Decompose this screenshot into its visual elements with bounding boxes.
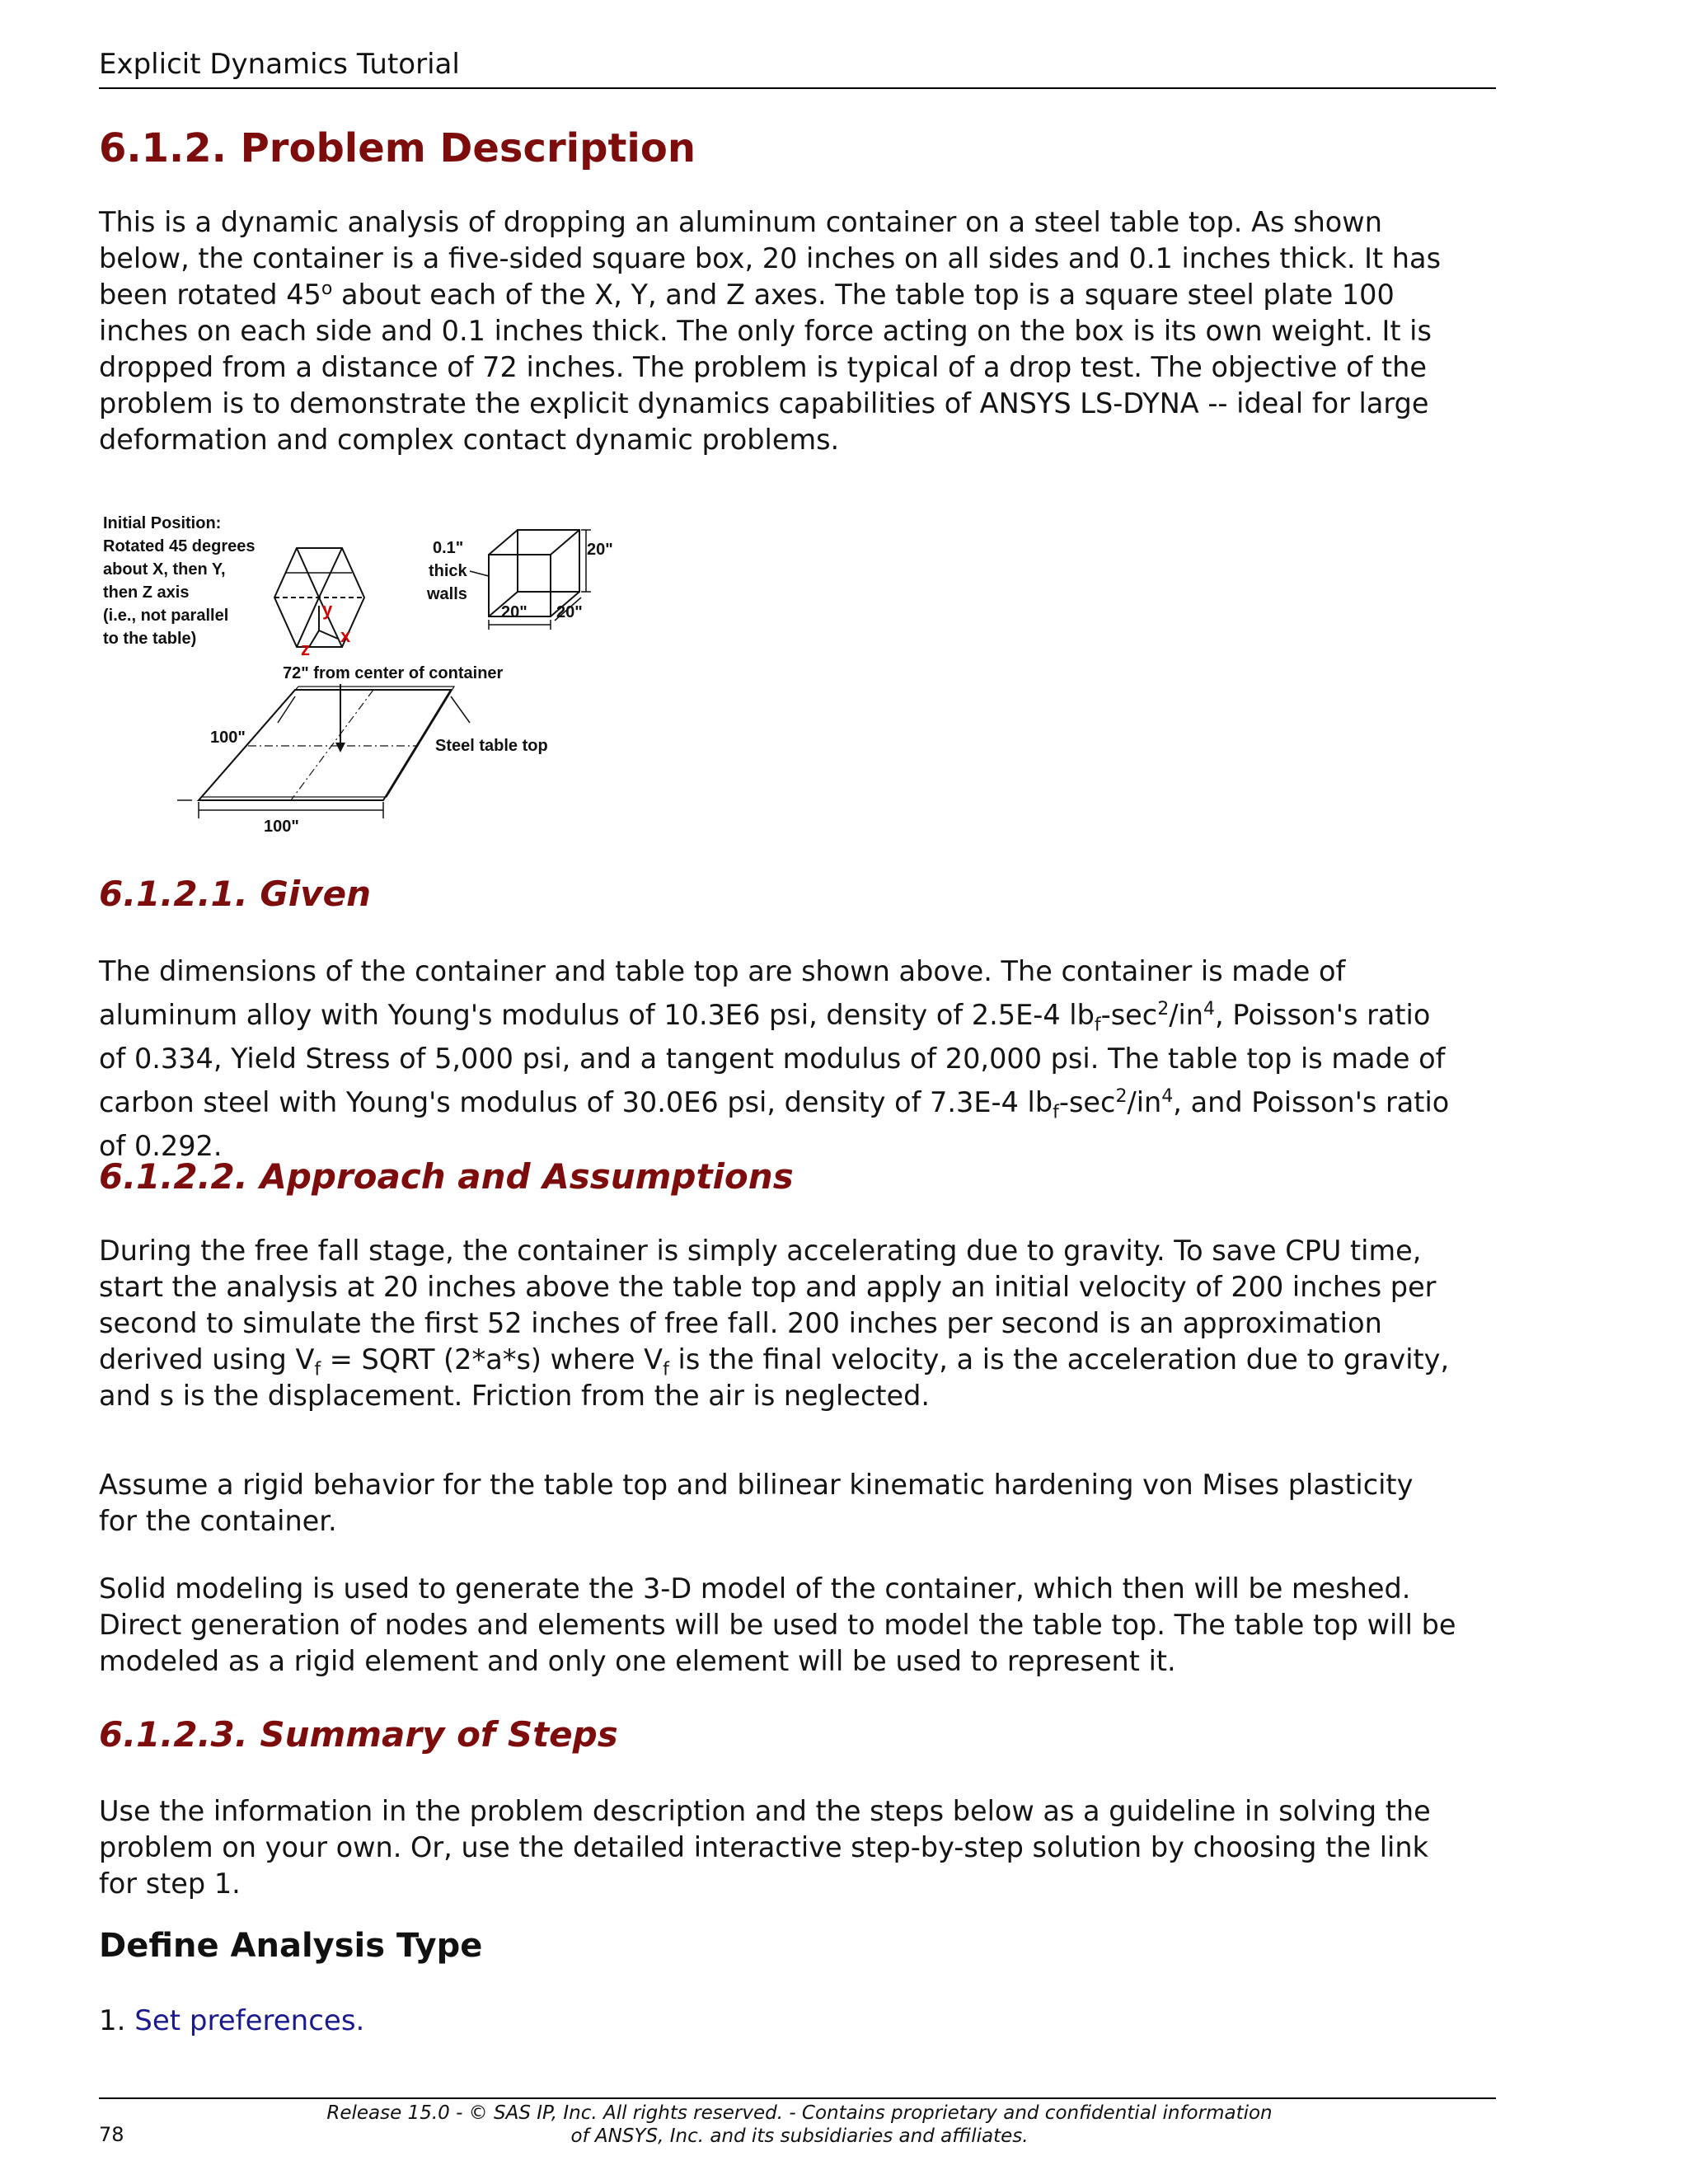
- step-number: 1.: [99, 2004, 135, 2037]
- caption-line: Initial Position:: [103, 514, 222, 532]
- copyright-line: Release 15.0 - © SAS IP, Inc. All rights reserved. - Contains proprietary and confidential information: [326, 2102, 1273, 2124]
- z-axis-arrow: [309, 630, 319, 647]
- wall-label-line: walls: [427, 585, 467, 603]
- drop-distance-label: 72" from center of container: [283, 664, 504, 682]
- copyright-line: of ANSYS, Inc. and its subsidiaries and affiliates.: [570, 2125, 1029, 2147]
- box-width-label: 20": [501, 603, 528, 621]
- wall-thickness-label: [426, 539, 468, 603]
- modeling-paragraph: Solid modeling is used to generate the 3-D model of the container, which then will be meshed. Direct generation of nodes and elements will be used to model the table top. The table top will be modeled as a rigid element and only one element will be used to represent it.: [99, 1572, 1456, 1677]
- caption-line: to the table): [103, 630, 197, 648]
- caption-line: about X, then Y,: [103, 560, 226, 579]
- initial-position-caption: [103, 514, 256, 648]
- box-depth-label: 20": [556, 603, 583, 621]
- running-title: Explicit Dynamics Tutorial: [99, 48, 460, 81]
- axis-y-label: y: [322, 599, 333, 620]
- summary-paragraph: Use the information in the problem description and the steps below as a guideline in solving the problem on your own. Or, use the detailed interactive step-by-step solution by choosing the link for step 1.: [99, 1795, 1431, 1900]
- caption-line: then Z axis: [103, 583, 190, 602]
- drop-test-figure: [95, 507, 631, 837]
- header-rule: [99, 87, 1496, 89]
- summary-heading: 6.1.2.3. Summary of Steps: [99, 1714, 618, 1755]
- axis-z-label: z: [301, 639, 310, 659]
- wall-leader-line: [470, 571, 489, 576]
- approach-heading: 6.1.2.2. Approach and Assumptions: [99, 1156, 794, 1197]
- step-item: [99, 2004, 364, 2037]
- table-top-label: Steel table top: [435, 737, 548, 755]
- problem-description-paragraph: This is a dynamic analysis of dropping an aluminum container on a steel table top. As shown below, the container is a five-sided square box, 20 inches on all sides and 0.1 inches thick. It has been rotated 45$^o$ about each of the X, Y, and Z axes. The table top is a square steel plate 100 inches on each side and 0.1 inches thick. The only force acting on the box is its own weight. It is dropped from a distance of 72 inches. The problem is typical of a drop test. The objective of the problem is to demonstrate the explicit dynamics capabilities of ANSYS LS-DYNA -- ideal for large deformation and complex contact dynamic problems.: [99, 206, 1442, 456]
- box-height-label: 20": [587, 541, 613, 559]
- copyright-notice: [313, 2102, 1286, 2148]
- rotated-container-drawing: [274, 548, 364, 647]
- define-analysis-heading: Define Analysis Type: [99, 1927, 483, 1965]
- page-number: 78: [99, 2123, 124, 2146]
- given-paragraph: The dimensions of the container and table top are shown above. The container is made of aluminum alloy with Young's modulus of 10.3E6 psi, density of 2.5E-4 $lb_f-\sec^2/in^4$, Poisson's ratio of 0.334, Yield Stress of 5,000 psi, and a tangent modulus of 20,000 psi. The table top is made of carbon steel with Young's modulus of 30.0E6 psi, density of 7.3E-4 $lb_f-\sec^2/in^4$, and Poisson's ratio of 0.292.: [99, 955, 1450, 1162]
- caption-line: (i.e., not parallel: [103, 607, 229, 625]
- footer-rule: [99, 2097, 1496, 2099]
- caption-line: Rotated 45 degrees: [103, 537, 256, 555]
- given-heading: 6.1.2.1. Given: [99, 874, 371, 914]
- approach-paragraph: During the free fall stage, the container is simply accelerating due to gravity. To save CPU time, start the analysis at 20 inches above the table top and apply an initial velocity of 200 inches per second to simulate the first 52 inches of free fall. 200 inches per second is an approximation derived using $V_f$ = SQRT (2*a*s) where $V_f$ is the final velocity, a is the acceleration due to gravity, and s is the displacement. Friction from the air is neglected.: [99, 1235, 1450, 1412]
- wall-label-line: thick: [429, 562, 467, 580]
- table-side-label: 100": [210, 729, 246, 747]
- section-title: 6.1.2. Problem Description: [99, 125, 696, 171]
- wall-label-line: 0.1": [433, 539, 464, 557]
- table-side-label: 100": [264, 818, 299, 836]
- axis-x-label: x: [340, 626, 351, 646]
- assumption-paragraph: Assume a rigid behavior for the table top and bilinear kinematic hardening von Mises plasticity for the container.: [99, 1469, 1414, 1537]
- axis-triad: [301, 599, 351, 659]
- drop-arrow-head: [335, 743, 345, 752]
- set-preferences-link[interactable]: Set preferences.: [134, 2004, 365, 2037]
